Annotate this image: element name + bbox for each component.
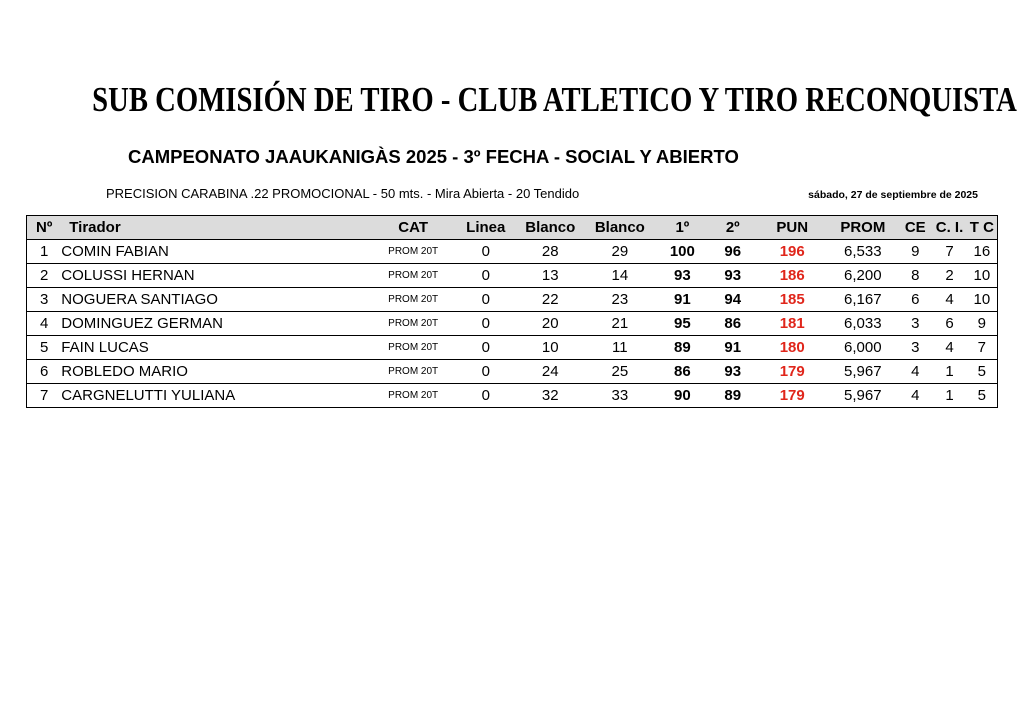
cell-tirador: NOGUERA SANTIAGO (61, 288, 372, 312)
col-header-ce: CE (898, 216, 932, 240)
cell-tc: 10 (967, 288, 998, 312)
table-row (27, 240, 998, 264)
table-row (27, 384, 998, 408)
cell-ce: 4 (898, 384, 932, 408)
cell-ce: 3 (898, 312, 932, 336)
cell-cat: PROM 20T (372, 288, 455, 312)
col-header-blanco-1: Blanco (517, 216, 584, 240)
col-header-number: Nº (27, 216, 62, 240)
cell-tc: 5 (967, 360, 998, 384)
cell-ci: 4 (932, 336, 966, 360)
cell-linea: 0 (455, 360, 518, 384)
col-header-second: 2º (709, 216, 757, 240)
cell-tirador: ROBLEDO MARIO (61, 360, 372, 384)
cell-number: 1 (27, 240, 62, 264)
cell-blanco-1: 28 (517, 240, 584, 264)
table-row (27, 264, 998, 288)
cell-ci: 1 (932, 384, 966, 408)
table-row (27, 288, 998, 312)
cell-blanco-2: 21 (584, 312, 657, 336)
table-header-row (27, 216, 998, 240)
table-row (27, 312, 998, 336)
cell-prom: 6,533 (828, 240, 899, 264)
cell-blanco-1: 13 (517, 264, 584, 288)
cell-tirador: CARGNELUTTI YULIANA (61, 384, 372, 408)
col-header-prom: PROM (828, 216, 899, 240)
cell-tirador: COLUSSI HERNAN (61, 264, 372, 288)
cell-second: 96 (709, 240, 757, 264)
col-header-ci: C. I. (932, 216, 966, 240)
cell-cat: PROM 20T (372, 360, 455, 384)
cell-cat: PROM 20T (372, 264, 455, 288)
cell-blanco-2: 11 (584, 336, 657, 360)
cell-ce: 3 (898, 336, 932, 360)
cell-ci: 4 (932, 288, 966, 312)
cell-number: 7 (27, 384, 62, 408)
cell-ce: 8 (898, 264, 932, 288)
cell-tc: 5 (967, 384, 998, 408)
cell-blanco-2: 23 (584, 288, 657, 312)
cell-first: 91 (656, 288, 708, 312)
col-header-tc: T C (967, 216, 998, 240)
cell-prom: 5,967 (828, 384, 899, 408)
results-table (26, 215, 998, 408)
cell-cat: PROM 20T (372, 336, 455, 360)
cell-pun: 185 (757, 288, 828, 312)
cell-ce: 9 (898, 240, 932, 264)
cell-ci: 2 (932, 264, 966, 288)
event-description: PRECISION CARABINA .22 PROMOCIONAL - 50 mts. - Mira Abierta - 20 Tendido (106, 186, 580, 201)
cell-linea: 0 (455, 312, 518, 336)
col-header-cat: CAT (372, 216, 455, 240)
cell-pun: 181 (757, 312, 828, 336)
event-date: sábado, 27 de septiembre de 2025 (808, 189, 978, 201)
col-header-linea: Linea (455, 216, 518, 240)
cell-blanco-1: 22 (517, 288, 584, 312)
cell-cat: PROM 20T (372, 384, 455, 408)
cell-prom: 6,167 (828, 288, 899, 312)
cell-blanco-2: 25 (584, 360, 657, 384)
col-header-first: 1º (656, 216, 708, 240)
cell-ci: 7 (932, 240, 966, 264)
cell-prom: 6,000 (828, 336, 899, 360)
cell-second: 86 (709, 312, 757, 336)
cell-first: 90 (656, 384, 708, 408)
cell-blanco-1: 20 (517, 312, 584, 336)
cell-linea: 0 (455, 384, 518, 408)
cell-cat: PROM 20T (372, 240, 455, 264)
cell-pun: 180 (757, 336, 828, 360)
cell-tirador: FAIN LUCAS (61, 336, 372, 360)
cell-blanco-1: 10 (517, 336, 584, 360)
cell-blanco-2: 33 (584, 384, 657, 408)
championship-subtitle: CAMPEONATO JAAUKANIGÀS 2025 - 3º FECHA - SOCIAL Y ABIERTO (128, 146, 739, 167)
cell-pun: 179 (757, 360, 828, 384)
cell-first: 93 (656, 264, 708, 288)
table-row (27, 336, 998, 360)
cell-first: 89 (656, 336, 708, 360)
cell-tc: 10 (967, 264, 998, 288)
page-title: SUB COMISIÓN DE TIRO - CLUB ATLETICO Y TIRO RECONQUISTA (92, 80, 1017, 119)
cell-number: 5 (27, 336, 62, 360)
cell-prom: 6,200 (828, 264, 899, 288)
cell-prom: 5,967 (828, 360, 899, 384)
cell-tc: 9 (967, 312, 998, 336)
cell-pun: 179 (757, 384, 828, 408)
cell-linea: 0 (455, 240, 518, 264)
cell-second: 94 (709, 288, 757, 312)
cell-blanco-1: 24 (517, 360, 584, 384)
cell-blanco-2: 14 (584, 264, 657, 288)
cell-blanco-1: 32 (517, 384, 584, 408)
results-body (27, 240, 998, 408)
cell-tirador: DOMINGUEZ GERMAN (61, 312, 372, 336)
cell-first: 95 (656, 312, 708, 336)
cell-prom: 6,033 (828, 312, 899, 336)
cell-number: 4 (27, 312, 62, 336)
cell-second: 93 (709, 264, 757, 288)
cell-ce: 4 (898, 360, 932, 384)
cell-second: 89 (709, 384, 757, 408)
cell-tc: 7 (967, 336, 998, 360)
cell-blanco-2: 29 (584, 240, 657, 264)
cell-second: 93 (709, 360, 757, 384)
cell-linea: 0 (455, 336, 518, 360)
cell-ci: 1 (932, 360, 966, 384)
cell-second: 91 (709, 336, 757, 360)
cell-ce: 6 (898, 288, 932, 312)
cell-number: 6 (27, 360, 62, 384)
cell-tc: 16 (967, 240, 998, 264)
cell-ci: 6 (932, 312, 966, 336)
col-header-pun: PUN (757, 216, 828, 240)
cell-number: 3 (27, 288, 62, 312)
cell-number: 2 (27, 264, 62, 288)
table-row (27, 360, 998, 384)
cell-tirador: COMIN FABIAN (61, 240, 372, 264)
cell-first: 100 (656, 240, 708, 264)
cell-first: 86 (656, 360, 708, 384)
cell-pun: 196 (757, 240, 828, 264)
cell-linea: 0 (455, 264, 518, 288)
cell-cat: PROM 20T (372, 312, 455, 336)
col-header-tirador: Tirador (61, 216, 372, 240)
cell-linea: 0 (455, 288, 518, 312)
col-header-blanco-2: Blanco (584, 216, 657, 240)
cell-pun: 186 (757, 264, 828, 288)
